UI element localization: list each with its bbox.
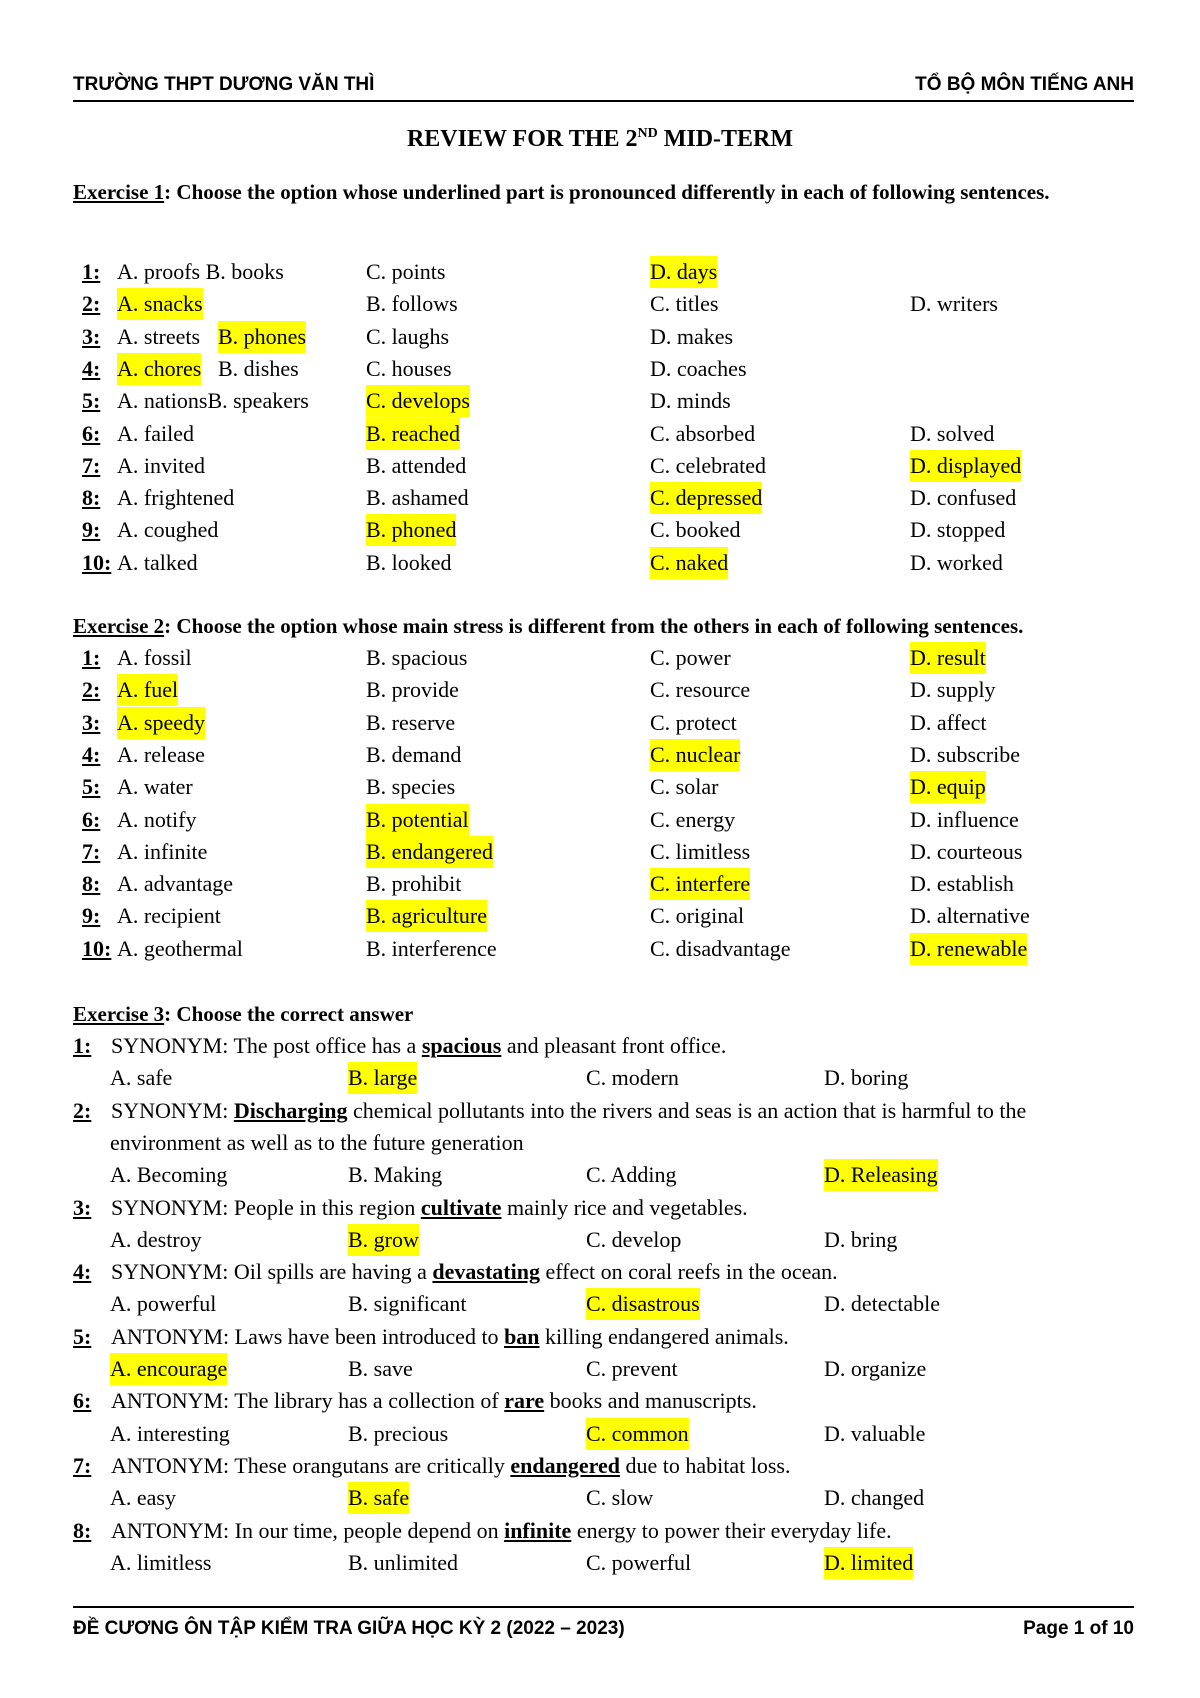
page-title: REVIEW FOR THE 2ND MID-TERM (406, 126, 794, 152)
answer-option: B. significant (348, 1291, 467, 1317)
option: C. resource (650, 677, 751, 703)
option: A. recipient (117, 903, 221, 929)
question-number: 7: (82, 838, 101, 864)
question-number: 8: (82, 485, 101, 511)
question-row (0, 933, 1200, 965)
answer-option: C. slow (586, 1485, 654, 1511)
key-word: ban (504, 1323, 540, 1349)
stem-text: SYNONYM: People in this region (111, 1194, 421, 1220)
question-row (0, 547, 1200, 579)
option: C. energy (650, 806, 736, 832)
answer-row (0, 1353, 1200, 1385)
question-number: 10: (82, 549, 112, 575)
option: B. endangered (366, 836, 493, 868)
answer-option: D. bring (824, 1226, 898, 1252)
question-stem (73, 1321, 1143, 1353)
option: D. solved (910, 420, 995, 446)
stem-text: mainly rice and vegetables. (501, 1194, 748, 1220)
option: D. confused (910, 485, 1017, 511)
answer-option: D. boring (824, 1065, 909, 1091)
stem-text: ANTONYM: These orangutans are critically (111, 1452, 511, 1478)
key-word: endangered (510, 1452, 620, 1478)
question-number: 9: (82, 517, 101, 543)
answer-option: D. Releasing (824, 1159, 938, 1191)
question-row (0, 385, 1200, 417)
answer-option: A. interesting (110, 1420, 230, 1446)
option: A. release (117, 741, 205, 767)
option: C. original (650, 903, 745, 929)
question-number: 3: (73, 1194, 92, 1220)
option: A. coughed (117, 517, 219, 543)
page-number: Page 1 of 10 (1023, 1618, 1134, 1639)
option: A. infinite (117, 838, 208, 864)
question-stem (73, 1515, 1143, 1547)
key-word: spacious (421, 1033, 502, 1058)
footer-title: ĐỀ CƯƠNG ÔN TẬP KIỂM TRA GIỮA HỌC KỲ 2 (2022 – 2023) (73, 1618, 625, 1639)
answer-row (0, 1159, 1200, 1191)
question-row (0, 450, 1200, 482)
question-stem (73, 1095, 1143, 1127)
option: D. coaches (650, 355, 747, 381)
question-number: 1: (82, 645, 101, 670)
option: C. naked (650, 547, 728, 579)
answer-option: C. prevent (586, 1356, 678, 1381)
question-number: 8: (82, 871, 101, 897)
option: B. looked (366, 549, 452, 575)
option: D. days (650, 256, 717, 288)
page-header (73, 70, 1134, 102)
option: C. limitless (650, 838, 751, 864)
option: B. species (366, 774, 456, 800)
answer-row (0, 1418, 1200, 1450)
key-word: devastating (432, 1259, 540, 1285)
answer-option: A. encourage (110, 1353, 227, 1385)
question-row (0, 739, 1200, 771)
option: C. develops (366, 385, 470, 417)
question-stem (73, 1192, 1143, 1224)
stem-text: ANTONYM: The library has a collection of (111, 1388, 505, 1414)
question-stem (73, 1385, 1143, 1417)
question-number: 1: (82, 259, 101, 284)
question-number: 4: (82, 355, 101, 381)
stem-text: books and manuscripts. (544, 1388, 757, 1414)
answer-option: C. disastrous (586, 1288, 700, 1320)
question-number: 4: (73, 1259, 92, 1285)
option: D. supply (910, 677, 996, 703)
question-row (0, 674, 1200, 706)
stem-text: SYNONYM: Oil spills are having a (111, 1259, 433, 1285)
question-row (0, 288, 1200, 320)
question-number: 9: (82, 903, 101, 929)
option: B. phones (218, 321, 306, 353)
option: A. fuel (117, 674, 178, 706)
option: D. renewable (910, 933, 1027, 965)
option: A. chores (117, 353, 201, 385)
key-word: Discharging (233, 1097, 348, 1123)
question-number: 2: (82, 291, 101, 317)
option: C. booked (650, 517, 741, 543)
answer-option: A. easy (110, 1485, 176, 1511)
answer-option: C. common (586, 1418, 689, 1450)
answer-row (0, 1288, 1200, 1320)
option: B. reserve (366, 709, 456, 735)
stem-text: chemical pollutants into the rivers and seas is an action that is harmful to the (347, 1097, 1027, 1123)
question-row (0, 353, 1200, 385)
option: D. displayed (910, 450, 1021, 482)
option: C. celebrated (650, 452, 767, 478)
answer-option: B. Making (348, 1162, 443, 1188)
option: A. snacks (117, 288, 203, 320)
answer-option: D. changed (824, 1485, 925, 1511)
exercise-3-heading: Exercise 3: Choose the correct answer (73, 1002, 414, 1026)
option: B. agriculture (366, 900, 487, 932)
option: A. water (117, 774, 193, 800)
option: B. follows (366, 291, 458, 317)
question-row (0, 836, 1200, 868)
question-number: 5: (82, 388, 101, 414)
answer-row (0, 1224, 1200, 1256)
option: D. affect (910, 709, 987, 735)
stem-text: ANTONYM: In our time, people depend on (111, 1517, 505, 1543)
option: D. establish (910, 871, 1014, 897)
department-name: TỔ BỘ MÔN TIẾNG ANH (915, 74, 1134, 95)
question-number: 10: (82, 935, 112, 961)
option: D. alternative (910, 903, 1030, 929)
question-number: 6: (82, 806, 101, 832)
option: A. frightened (117, 485, 235, 511)
question-row (0, 707, 1200, 739)
option: B. provide (366, 677, 459, 703)
option: D. equip (910, 771, 986, 803)
question-stem (73, 1256, 1143, 1288)
question-number: 8: (73, 1517, 92, 1543)
option: C. houses (366, 355, 452, 381)
answer-option: D. detectable (824, 1291, 941, 1317)
question-number: 4: (82, 741, 101, 767)
option: C. disadvantage (650, 935, 791, 961)
question-row (0, 482, 1200, 514)
answer-option: B. grow (348, 1224, 419, 1256)
question-row (0, 321, 1200, 353)
exercise-2-heading: Exercise 2: Choose the option whose main stress is different from the others in each of following sentences. (73, 614, 1024, 638)
option: A. speedy (117, 707, 205, 739)
option: C. depressed (650, 482, 762, 514)
option: A. geothermal (117, 935, 243, 961)
question-number: 1: (73, 1033, 92, 1058)
option: A. proofs B. books (117, 259, 284, 284)
key-word: infinite (504, 1517, 572, 1543)
question-number: 7: (73, 1452, 92, 1478)
answer-option: A. Becoming (110, 1162, 228, 1188)
school-name: TRƯỜNG THPT DƯƠNG VĂN THÌ (73, 74, 375, 95)
question-number: 5: (73, 1323, 92, 1349)
question-number: 5: (82, 774, 101, 800)
option: A. advantage (117, 871, 234, 897)
option: C. protect (650, 709, 737, 735)
option: B. interference (366, 935, 497, 961)
option: A. notify (117, 806, 197, 832)
question-number: 2: (73, 1097, 92, 1123)
option: C. interfere (650, 868, 750, 900)
option: D. writers (910, 291, 998, 317)
option: A. fossil (117, 645, 192, 670)
question-row (0, 771, 1200, 803)
answer-option: C. powerful (586, 1549, 692, 1575)
answer-option: A. destroy (110, 1226, 202, 1252)
option: B. potential (366, 804, 469, 836)
answer-option: B. safe (348, 1482, 409, 1514)
option: D. worked (910, 549, 1003, 575)
page-footer (73, 1606, 1134, 1648)
option: B. prohibit (366, 871, 462, 897)
option: A. nationsB. speakers (117, 388, 309, 414)
option: A. talked (117, 549, 198, 575)
option: D. makes (650, 323, 734, 349)
answer-option: B. precious (348, 1420, 449, 1446)
answer-option: A. powerful (110, 1291, 217, 1317)
option: A. failed (117, 420, 194, 446)
option: C. laughs (366, 323, 450, 349)
question-stem (73, 1450, 1143, 1482)
stem-text: and pleasant front office. (501, 1033, 727, 1058)
option: D. subscribe (910, 741, 1020, 767)
option: D. courteous (910, 838, 1023, 864)
question-row (0, 256, 1200, 288)
answer-option: C. develop (586, 1226, 682, 1252)
option: C. solar (650, 774, 719, 800)
answer-option: A. safe (110, 1065, 173, 1091)
option: C. titles (650, 291, 719, 317)
question-number: 3: (82, 709, 101, 735)
option: B. ashamed (366, 485, 469, 511)
key-word: rare (504, 1388, 545, 1414)
answer-option: C. modern (586, 1065, 679, 1091)
stem-text: killing endangered animals. (539, 1323, 789, 1349)
option: C. points (366, 259, 446, 284)
answer-option: D. organize (824, 1356, 927, 1381)
option: D. minds (650, 388, 731, 414)
answer-option: B. save (348, 1356, 413, 1381)
answer-option: B. unlimited (348, 1549, 458, 1575)
stem-text: due to habitat loss. (619, 1452, 791, 1478)
option: B. dishes (218, 355, 299, 381)
question-stem (73, 1030, 1143, 1062)
question-row (0, 514, 1200, 546)
question-row (0, 900, 1200, 932)
question-number: 2: (82, 677, 101, 703)
option: C. nuclear (650, 739, 740, 771)
option: D. result (910, 642, 986, 674)
answer-row (0, 1482, 1200, 1514)
option: B. attended (366, 452, 467, 478)
answer-row (0, 1062, 1200, 1094)
question-stem-continued: environment as well as to the future generation (110, 1129, 524, 1155)
option: A. streets (117, 323, 201, 349)
answer-option: C. Adding (586, 1162, 677, 1188)
question-row (0, 418, 1200, 450)
answer-option: A. limitless (110, 1549, 212, 1575)
question-number: 6: (73, 1388, 92, 1414)
question-number: 7: (82, 452, 101, 478)
question-row (0, 868, 1200, 900)
question-number: 6: (82, 420, 101, 446)
stem-text: SYNONYM: The post office has a (111, 1033, 422, 1058)
exercise-1-heading: Exercise 1: Choose the option whose underlined part is pronounced differently in each of following sentences. (73, 180, 1050, 204)
option: B. spacious (366, 645, 468, 670)
question-row (0, 804, 1200, 836)
stem-text: energy to power their everyday life. (571, 1517, 892, 1543)
answer-option: D. limited (824, 1547, 913, 1579)
option: B. demand (366, 741, 462, 767)
answer-row (0, 1547, 1200, 1579)
question-number: 3: (82, 323, 101, 349)
option: B. reached (366, 418, 460, 450)
answer-option: D. valuable (824, 1420, 926, 1446)
option: C. power (650, 645, 731, 670)
answer-option: B. large (348, 1062, 417, 1094)
stem-text: SYNONYM: (111, 1097, 234, 1123)
option: C. absorbed (650, 420, 756, 446)
option: A. invited (117, 452, 205, 478)
option: D. influence (910, 806, 1019, 832)
option: B. phoned (366, 514, 456, 546)
key-word: cultivate (420, 1194, 502, 1220)
stem-text: ANTONYM: Laws have been introduced to (111, 1323, 505, 1349)
stem-text: effect on coral reefs in the ocean. (539, 1259, 838, 1285)
option: D. stopped (910, 517, 1006, 543)
question-row (0, 642, 1200, 674)
